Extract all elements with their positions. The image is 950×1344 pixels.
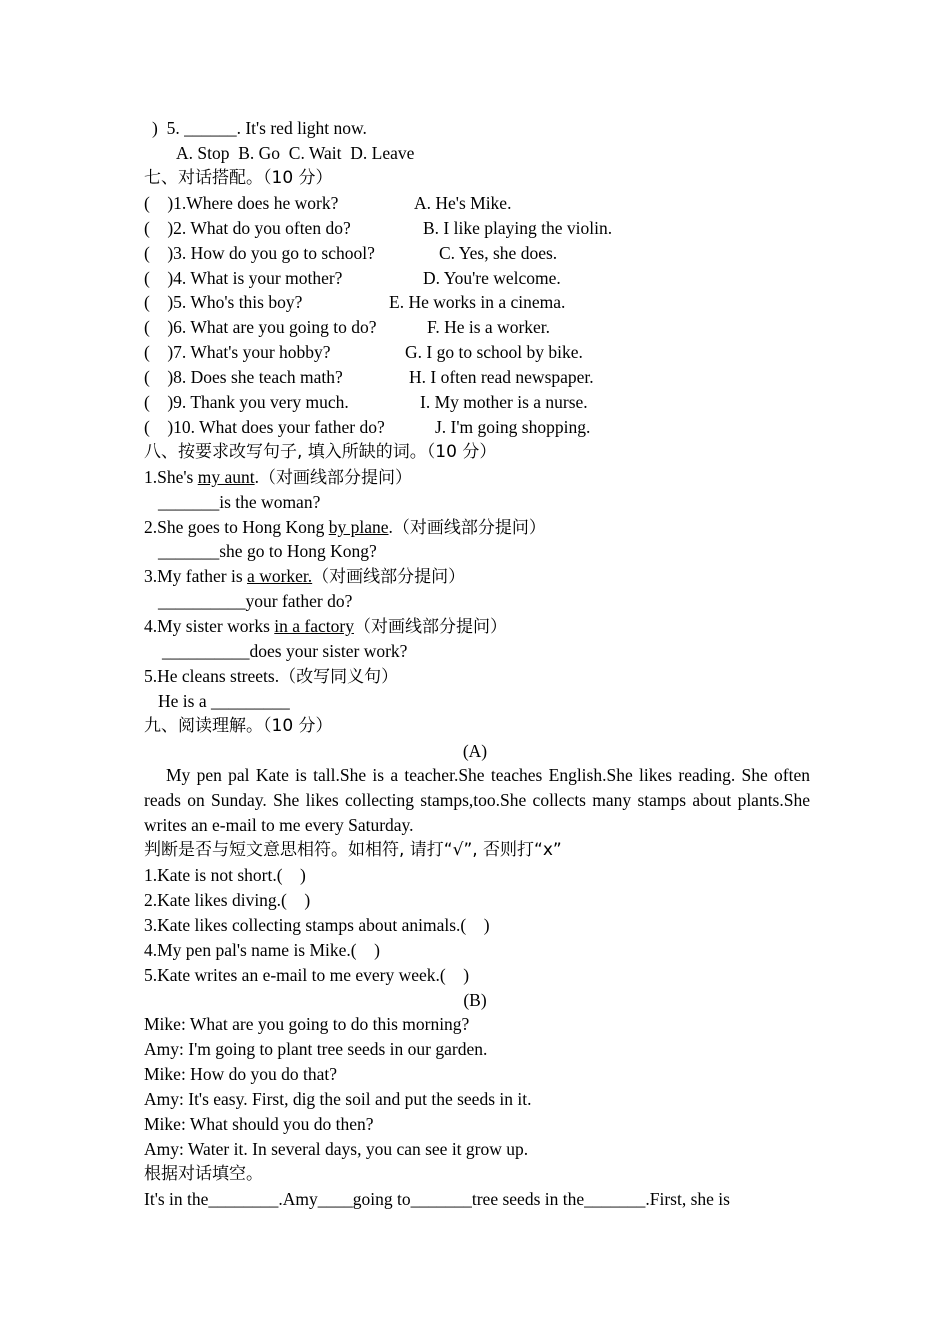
match-question-8: ( )8. Does she teach math? (144, 367, 343, 387)
judge-item-4: 4.My pen pal's name is Mike.( ) (144, 940, 380, 960)
rewrite-answer-5: He is a _________ (158, 691, 290, 711)
rewrite-q3-underlined: a worker. (247, 566, 313, 586)
rewrite-answer-3: __________your father do? (158, 591, 353, 611)
part-a-label: (A) (462, 741, 488, 761)
match-question-4: ( )4. What is your mother? (144, 268, 343, 288)
q6-item5-options: A. Stop B. Go C. Wait D. Leave (176, 143, 415, 163)
judge-item-2: 2.Kate likes diving.( ) (144, 890, 311, 910)
rewrite-q5-text: 5.He cleans streets. (144, 666, 280, 686)
rewrite-q4-underlined: in a factory (274, 616, 354, 636)
rewrite-answer-4: __________does your sister work? (162, 641, 408, 661)
dialogue-line-5: Mike: What should you do then? (144, 1114, 374, 1134)
judge-item-5: 5.Kate writes an e-mail to me every week.( ) (144, 965, 470, 985)
rewrite-q2-underlined: by plane (328, 517, 389, 537)
match-answer-g: G. I go to school by bike. (405, 342, 583, 362)
match-answer-i: I. My mother is a nurse. (420, 392, 588, 412)
rewrite-q3-text: 3.My father is (144, 566, 248, 586)
rewrite-q2-text: 2.She goes to Hong Kong (144, 517, 329, 537)
dialogue-line-6: Amy: Water it. In several days, you can see it grow up. (144, 1139, 529, 1159)
match-question-5: ( )5. Who's this boy? (144, 292, 303, 312)
match-question-3: ( )3. How do you go to school? (144, 243, 375, 263)
rewrite-question-5 (144, 665, 398, 687)
match-question-6: ( )6. What are you going to do? (144, 317, 377, 337)
rewrite-question-3 (144, 565, 465, 587)
rewrite-q2-instruction: （对画线部分提问） (392, 518, 546, 538)
rewrite-q2-end: . (388, 517, 393, 537)
match-question-7: ( )7. What's your hobby? (144, 342, 331, 362)
rewrite-q4-text: 4.My sister works (144, 616, 275, 636)
match-answer-b: B. I like playing the violin. (423, 218, 613, 238)
dialogue-line-1: Mike: What are you going to do this morning? (144, 1014, 470, 1034)
part-b-label: (B) (463, 990, 487, 1010)
q6-item5-stem: ) 5. ______. It's red light now. (152, 118, 367, 138)
fill-in-sentence: It's in the________.Amy____going to_______tree seeds in the_______.First, she is (144, 1189, 730, 1209)
part-a-instruction: 判断是否与短文意思相符。如相符, 请打“√”, 否则打“x” (144, 840, 562, 860)
rewrite-q3-instruction: （对画线部分提问） (312, 567, 466, 587)
rewrite-question-2 (144, 516, 546, 538)
section7-title: 七、对话搭配。（10 分） (144, 168, 333, 188)
match-answer-f: F. He is a worker. (427, 317, 551, 337)
rewrite-question-1 (144, 466, 412, 488)
rewrite-q4-instruction: （对画线部分提问） (353, 617, 507, 637)
match-question-9: ( )9. Thank you very much. (144, 392, 349, 412)
match-question-2: ( )2. What do you often do? (144, 218, 351, 238)
rewrite-q1-end: . (254, 467, 259, 487)
rewrite-q1-text: 1.She's (144, 467, 198, 487)
section8-title: 八、按要求改写句子, 填入所缺的词。（10 分） (144, 442, 497, 462)
part-a-passage: My pen pal Kate is tall.She is a teacher.She teaches English.She likes reading. She often reads on Sunday. She likes collecting stamps,too.She collects many stamps about plants.She writes an e-mail to me every Saturday. (144, 765, 810, 835)
dialogue-line-4: Amy: It's easy. First, dig the soil and put the seeds in it. (144, 1089, 532, 1109)
match-answer-e: E. He works in a cinema. (389, 292, 566, 312)
rewrite-q1-underlined: my aunt (197, 467, 255, 487)
part-b-instruction: 根据对话填空。 (144, 1164, 263, 1184)
dialogue-line-2: Amy: I'm going to plant tree seeds in our garden. (144, 1039, 488, 1059)
rewrite-question-4 (144, 615, 507, 637)
match-answer-j: J. I'm going shopping. (435, 417, 591, 437)
rewrite-answer-2: _______she go to Hong Kong? (158, 541, 377, 561)
rewrite-q5-instruction: （改写同义句） (279, 667, 399, 687)
judge-item-1: 1.Kate is not short.( ) (144, 865, 306, 885)
judge-item-3: 3.Kate likes collecting stamps about animals.( ) (144, 915, 490, 935)
rewrite-q1-instruction: （对画线部分提问） (258, 468, 412, 488)
rewrite-answer-1: _______is the woman? (158, 492, 321, 512)
match-question-10: ( )10. What does your father do? (144, 417, 385, 437)
match-answer-h: H. I often read newspaper. (409, 367, 594, 387)
match-answer-a: A. He's Mike. (414, 193, 512, 213)
match-question-1: ( )1.Where does he work? (144, 193, 339, 213)
match-answer-c: C. Yes, she does. (439, 243, 558, 263)
match-answer-d: D. You're welcome. (423, 268, 561, 288)
dialogue-line-3: Mike: How do you do that? (144, 1064, 337, 1084)
section9-title: 九、阅读理解。（10 分） (144, 716, 333, 736)
